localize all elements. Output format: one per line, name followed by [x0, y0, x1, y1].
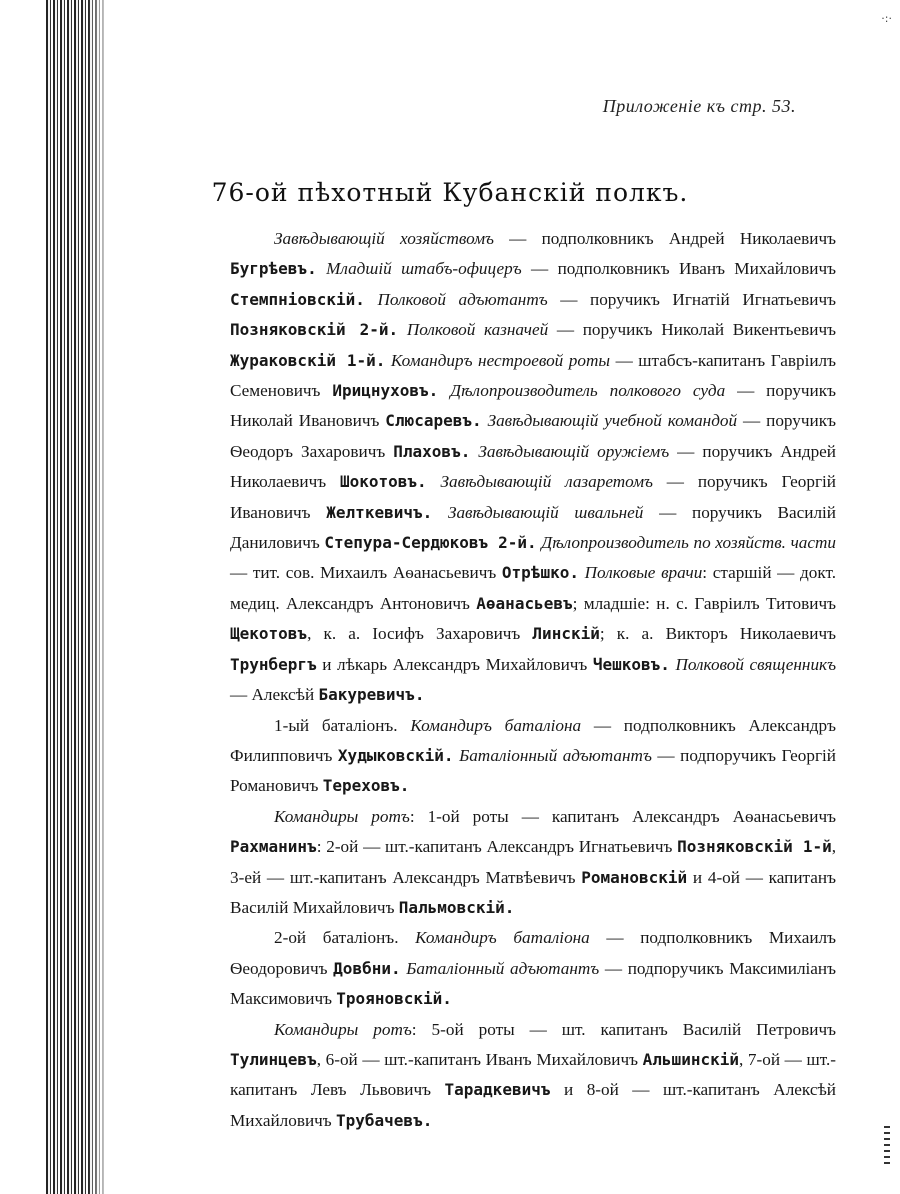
surname: Позняковскій 1-й — [677, 837, 832, 857]
paragraph-regiment-staff — [230, 224, 836, 711]
text-run: 2-ой баталіонъ. — [274, 928, 416, 948]
surname: Трояновскій. — [336, 989, 452, 1009]
page-header-note: Приложеніе къ стр. 53. — [602, 96, 796, 116]
text-run — [317, 259, 326, 278]
surname: Жураковскій 1-й. — [230, 350, 386, 370]
text-run: ; младшіе: н. с. Гавріилъ Титовичъ — [572, 593, 836, 613]
text-run: 1-ый баталіонъ. — [274, 715, 411, 735]
surname: Альшинскій — [642, 1049, 739, 1069]
surname: Стемпніовскій. — [230, 289, 365, 309]
scan-bottom-mark — [884, 1126, 890, 1164]
text-run — [432, 503, 448, 522]
surname: Щекотовъ — [230, 624, 308, 644]
text-run: — поручикъ Георгій Ивановичъ — [230, 472, 836, 522]
text-run: , 3-ей — шт.-капитанъ Александръ Матвѣевичъ — [230, 837, 837, 887]
surname: Ирицнуховъ. — [332, 381, 439, 401]
text-run: : 1-ой роты — капитанъ Александръ Аѳанасьевичъ — [409, 806, 836, 826]
surname: Отрѣшко. — [501, 563, 579, 583]
role-title: Командиръ баталіона — [410, 715, 582, 735]
scan-corner-mark: ·:· — [881, 12, 892, 25]
surname: Аѳанасьевъ — [476, 593, 573, 613]
surname: Рахманинъ — [230, 837, 317, 857]
text-run: : старшій — докт. медиц. Александръ Антоновичъ — [230, 563, 836, 613]
text-run: , 7-ой — шт.-капитанъ Левъ Львовичъ — [230, 1049, 836, 1100]
role-title: Младшій штабъ-офицеръ — [326, 259, 522, 279]
page-title: 76-ой пѣхотный Кубанскій полкъ. — [211, 178, 689, 207]
text-run: — поручикъ Ѳеодоръ Захаровичъ — [230, 411, 836, 461]
text-run: , 6-ой — шт.-капитанъ Иванъ Михайловичъ — [316, 1049, 643, 1069]
text-run: — подпоручикъ Максимиліанъ Максимовичъ — [230, 958, 837, 1009]
text-run: : 2-ой — шт.-капитанъ Александръ Игнатьевичъ — [316, 837, 678, 857]
surname: Тарадкевичъ — [444, 1080, 551, 1100]
surname: Трунбергъ — [230, 654, 317, 674]
paragraph-battalion-2 — [230, 923, 836, 1014]
role-title: Баталіонный адъютантъ — [459, 745, 652, 765]
role-title: Командиры ротъ — [274, 1019, 412, 1039]
text-run: — подполковникъ Андрей Николаевичъ — [493, 229, 836, 248]
surname: Романовскій — [581, 867, 688, 887]
text-run — [398, 320, 407, 339]
surname: Чешковъ. — [592, 654, 670, 674]
surname: Бакуревичъ. — [318, 685, 425, 705]
role-title: Завѣдывающій учебной командой — [487, 411, 738, 431]
text-run: , к. а. Іосифъ Захаровичъ — [307, 624, 533, 644]
text-run: и 8-ой — шт.-капитанъ Алексѣй Михайловичъ — [230, 1080, 836, 1130]
surname: Пальмовскій. — [398, 897, 515, 917]
text-run: — подполковникъ Михаилъ Ѳеодоровичъ — [230, 928, 836, 978]
role-title: Командиръ баталіона — [415, 928, 590, 948]
surname: Тулинцевъ — [230, 1049, 317, 1069]
role-title: Завѣдывающій оружіемъ — [478, 441, 670, 461]
role-title: Дѣлопроизводитель по хозяйств. части — [541, 533, 836, 553]
paragraph-battalion-1-companies — [230, 802, 836, 924]
text-run: — подпоручикъ Георгій Романовичъ — [230, 745, 837, 796]
role-title: Полковой священникъ — [675, 654, 837, 674]
paragraph-battalion-2-companies — [230, 1015, 836, 1137]
surname: Бугрѣевъ. — [230, 259, 317, 279]
surname: Желткевичъ. — [326, 502, 433, 522]
role-title: Командиръ нестроевой роты — [390, 350, 611, 370]
role-title: Баталіонный адъютантъ — [406, 958, 600, 978]
role-title: Завѣдывающій швальней — [447, 502, 644, 522]
surname: Слюсаревъ. — [385, 411, 482, 431]
role-title: Полковые врачи — [584, 563, 703, 583]
text-run: — штабсъ-капитанъ Гавріилъ Семеновичъ — [230, 350, 837, 401]
text-run: ; к. а. Викторъ Николаевичъ — [599, 624, 836, 644]
document-body — [230, 224, 836, 1136]
text-run: — поручикъ Николай Ивановичъ — [230, 381, 836, 431]
text-run — [365, 290, 378, 309]
role-title: Полковой адъютантъ — [377, 289, 548, 309]
surname: Довбни. — [333, 958, 401, 978]
paragraph-battalion-1 — [230, 711, 836, 802]
surname: Плаховъ. — [393, 441, 471, 461]
text-run: — поручикъ Андрей Николаевичъ — [230, 441, 837, 492]
text-run: — подполковникъ Иванъ Михайловичъ — [521, 259, 836, 279]
text-run: — поручикъ Василій Даниловичъ — [230, 502, 836, 553]
surname: Линскій — [532, 624, 600, 644]
text-run: — Алексѣй — [230, 685, 319, 705]
text-run: — тит. сов. Михаилъ Аѳанасьевичъ — [230, 563, 502, 583]
surname: Тереховъ. — [322, 776, 410, 796]
role-title: Дѣлопроизводитель полкового суда — [450, 381, 726, 401]
surname: Позняковскій 2-й. — [230, 320, 399, 340]
text-run — [427, 472, 441, 491]
text-run: — поручикъ Игнатій Игнатьевичъ — [547, 289, 836, 309]
text-run — [438, 381, 450, 400]
text-run: — поручикъ Николай Викентьевичъ — [548, 320, 836, 340]
surname: Худыковскій. — [337, 745, 454, 765]
text-run: и лѣкарь Александръ Михайловичъ — [316, 654, 593, 674]
role-title: Полковой казначей — [406, 320, 549, 340]
text-run: и 4-ой — капитанъ Василій Михайловичъ — [230, 867, 836, 917]
role-title: Завѣдывающій хозяйствомъ — [274, 229, 494, 248]
surname: Шокотовъ. — [339, 472, 427, 492]
text-run: — подполковникъ Александръ Филипповичъ — [230, 715, 836, 765]
text-run: : 5-ой роты — шт. капитанъ Василій Петровичъ — [411, 1019, 836, 1039]
role-title: Командиры ротъ — [274, 806, 410, 826]
role-title: Завѣдывающій лазаретомъ — [440, 472, 653, 492]
surname: Трубачевъ. — [336, 1110, 433, 1130]
surname: Степура-Сердюковъ 2-й. — [324, 533, 537, 553]
